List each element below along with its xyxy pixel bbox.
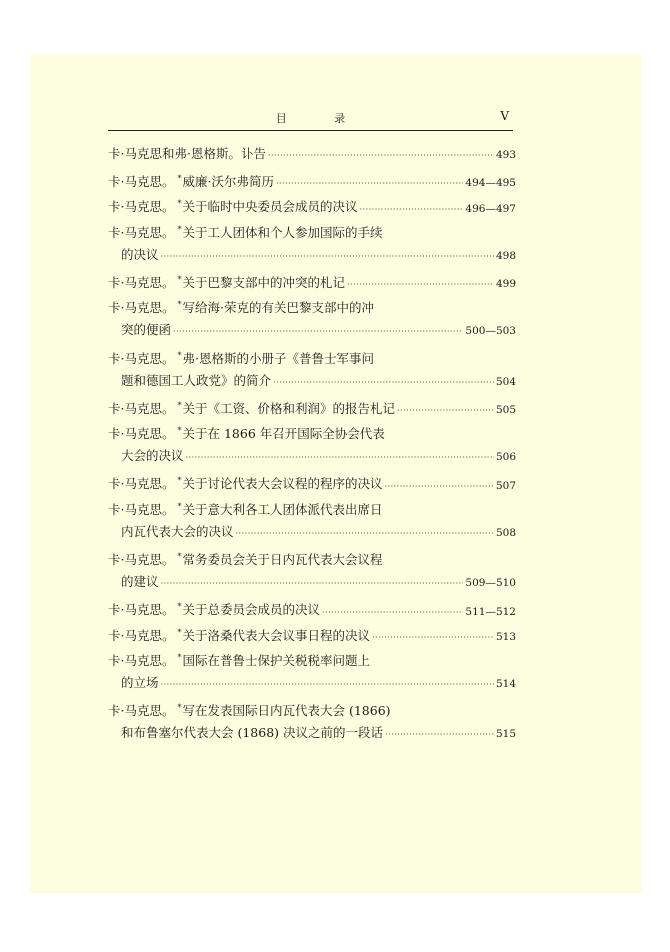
toc-entry[interactable] [108, 468, 516, 493]
toc-entry-line [108, 443, 516, 468]
asterisk-mark-icon: * [177, 426, 182, 436]
toc-entry-text [108, 620, 370, 648]
toc-entry-title: 写在发表国际日内瓦代表大会 (1866) [182, 703, 391, 719]
asterisk-mark-icon: * [177, 652, 182, 662]
toc-entry[interactable] [108, 418, 516, 468]
toc-entry-page: 515 [495, 728, 516, 741]
toc-entry-text [108, 494, 383, 522]
toc-entry-text [121, 368, 271, 393]
toc-entry-title: 弗·恩格斯的小册子《普鲁士军事问 [182, 350, 374, 366]
toc-entry-title: 关于《工资、价格和利润》的报告札记 [182, 401, 395, 417]
toc-entry-text [108, 645, 370, 673]
toc-entry-author: 卡·马克思。 [108, 652, 175, 668]
toc-entry-text [108, 217, 383, 245]
toc-entry-title: 关于洛桑代表大会议事日程的决议 [182, 627, 370, 643]
toc-entry[interactable] [108, 292, 516, 342]
leader-dots [161, 571, 464, 596]
asterisk-mark-icon: * [177, 350, 182, 360]
table-of-contents [108, 141, 516, 746]
toc-entry-title: 关于讨论代表大会议程的程序的决议 [182, 476, 383, 492]
toc-entry-page: 509—510 [465, 577, 516, 590]
toc-entry[interactable] [108, 343, 516, 393]
toc-entry-line [108, 594, 516, 619]
asterisk-mark-icon: * [177, 476, 182, 486]
toc-entry-line [108, 267, 516, 292]
asterisk-mark-icon: * [177, 552, 182, 561]
toc-entry-title: 的建议 [121, 574, 159, 590]
toc-entry-page: 506 [495, 451, 516, 464]
toc-entry-text [121, 569, 159, 594]
toc-entry-title: 讣告 [240, 146, 266, 161]
toc-entry-text [108, 695, 391, 723]
toc-entry-title: 的决议 [121, 246, 159, 262]
toc-entry[interactable] [108, 141, 516, 166]
toc-entry-author: 卡·马克思。 [108, 350, 175, 366]
toc-entry-text [108, 594, 320, 622]
toc-entry-author: 卡·马克思。 [108, 501, 175, 517]
toc-entry-page: 505 [495, 404, 516, 417]
toc-entry-page: 513 [495, 630, 516, 643]
toc-entry-page: 511—512 [465, 605, 516, 618]
toc-entry-text [121, 720, 383, 745]
asterisk-mark-icon: * [177, 400, 182, 410]
toc-entry-page: 500—503 [465, 325, 516, 338]
toc-entry-line [108, 695, 516, 720]
toc-entry-author: 卡·马克思和弗·恩格斯。 [108, 146, 241, 161]
toc-entry-text [108, 141, 266, 166]
toc-entry-line [108, 569, 516, 594]
asterisk-mark-icon: * [177, 703, 182, 713]
leader-dots [397, 398, 494, 423]
toc-entry-line [108, 519, 516, 544]
toc-entry[interactable] [108, 645, 516, 695]
toc-entry-line [108, 368, 516, 393]
toc-entry-page: 499 [495, 278, 516, 291]
toc-entry-title: 和布鲁塞尔代表大会 (1868) 决议之前的一段话 [121, 725, 384, 741]
toc-entry-line [108, 317, 516, 342]
asterisk-mark-icon: * [177, 174, 182, 184]
running-head [108, 108, 513, 131]
toc-entry-page: 496—497 [465, 202, 516, 215]
asterisk-mark-icon: * [177, 501, 182, 511]
toc-entry-text [121, 670, 159, 695]
toc-entry-author: 卡·马克思。 [108, 174, 175, 190]
toc-entry-line [108, 242, 516, 267]
toc-entry[interactable] [108, 494, 516, 544]
toc-entry-page: 507 [495, 479, 516, 492]
toc-entry-author: 卡·马克思。 [108, 602, 175, 618]
asterisk-mark-icon: * [177, 300, 182, 310]
toc-entry[interactable] [108, 695, 516, 745]
toc-entry-line [108, 393, 516, 418]
toc-entry-title: 关于临时中央委员会成员的决议 [182, 199, 358, 215]
toc-entry-text [121, 242, 159, 267]
toc-entry-line [108, 670, 516, 695]
toc-entry-text [121, 317, 171, 342]
toc-entry-title: 关于意大利各工人团体派代表出席日 [182, 501, 383, 517]
leader-dots [268, 143, 494, 168]
toc-entry-title: 内瓦代表大会的决议 [121, 523, 234, 539]
toc-entry-text [108, 468, 383, 496]
toc-entry-title: 关于在 1866 年召开国际全协会代表 [182, 426, 385, 442]
leader-dots [385, 474, 494, 499]
toc-entry-title: 题和德国工人政党》的简介 [121, 372, 272, 388]
toc-entry-line [108, 166, 516, 191]
toc-entry-title: 关于工人团体和个人参加国际的手续 [182, 224, 383, 240]
toc-entry-text [108, 166, 274, 194]
toc-entry-author: 卡·马克思。 [108, 476, 175, 492]
toc-entry-line [108, 544, 516, 569]
asterisk-mark-icon: * [177, 602, 182, 612]
toc-entry-text [108, 191, 358, 219]
toc-entry[interactable] [108, 267, 516, 292]
page-folio: V [500, 109, 509, 123]
toc-entry-title: 国际在普鲁士保护关税税率问题上 [182, 652, 370, 668]
toc-entry[interactable] [108, 217, 516, 267]
toc-entry-page: 494—495 [465, 177, 516, 190]
toc-entry-author: 卡·马克思。 [108, 627, 175, 643]
toc-entry-title: 突的便函 [121, 322, 172, 338]
running-head-title: 目 录 [275, 112, 368, 125]
toc-entry-line [108, 468, 516, 493]
asterisk-mark-icon: * [177, 274, 182, 284]
toc-entry[interactable] [108, 166, 516, 191]
toc-entry-page: 514 [495, 677, 516, 690]
asterisk-mark-icon: * [177, 199, 182, 209]
leader-dots [372, 625, 494, 650]
asterisk-mark-icon: * [177, 627, 182, 637]
toc-entry-page: 504 [495, 375, 516, 388]
leader-dots [173, 319, 463, 344]
toc-entry-author: 卡·马克思。 [108, 552, 175, 568]
toc-entry-text [108, 418, 385, 446]
toc-entry-author: 卡·马克思。 [108, 224, 175, 240]
asterisk-mark-icon: * [177, 224, 182, 234]
toc-entry-line [108, 141, 516, 166]
toc-entry-text [108, 544, 383, 572]
toc-entry-author: 卡·马克思。 [108, 401, 175, 417]
toc-entry-title: 写给海·荣克的有关巴黎支部中的冲 [182, 300, 374, 316]
leader-dots [161, 672, 494, 697]
leader-dots [186, 445, 494, 470]
toc-entry[interactable] [108, 594, 516, 619]
toc-entry-title: 的立场 [121, 674, 159, 690]
toc-entry-text [121, 519, 234, 544]
leader-dots [385, 722, 494, 747]
toc-entry-title: 关于总委员会成员的决议 [182, 602, 320, 618]
toc-entry-line [108, 720, 516, 745]
toc-entry-text [108, 343, 374, 371]
toc-entry[interactable] [108, 544, 516, 594]
toc-entry-author: 卡·马克思。 [108, 199, 175, 215]
toc-entry-text [108, 292, 374, 320]
toc-entry-title: 大会的决议 [121, 448, 184, 464]
toc-entry-title: 威廉·沃尔弗简历 [182, 174, 274, 190]
toc-entry-text [108, 267, 345, 295]
toc-entry-page: 493 [495, 149, 516, 161]
toc-entry-author: 卡·马克思。 [108, 300, 175, 316]
leader-dots [161, 244, 494, 269]
toc-entry-title: 常务委员会关于日内瓦代表大会议程 [182, 552, 383, 568]
toc-entry-page: 498 [495, 249, 516, 262]
toc-entry-text [121, 443, 184, 468]
toc-entry-author: 卡·马克思。 [108, 275, 175, 291]
leader-dots [236, 521, 494, 546]
toc-entry[interactable] [108, 393, 516, 418]
leader-dots [273, 370, 494, 395]
toc-entry-author: 卡·马克思。 [108, 703, 175, 719]
toc-entry-title: 关于巴黎支部中的冲突的札记 [182, 275, 345, 291]
toc-entry-author: 卡·马克思。 [108, 426, 175, 442]
toc-entry-line [108, 343, 516, 368]
toc-entry-page: 508 [495, 526, 516, 539]
toc-entry-text [108, 393, 395, 421]
